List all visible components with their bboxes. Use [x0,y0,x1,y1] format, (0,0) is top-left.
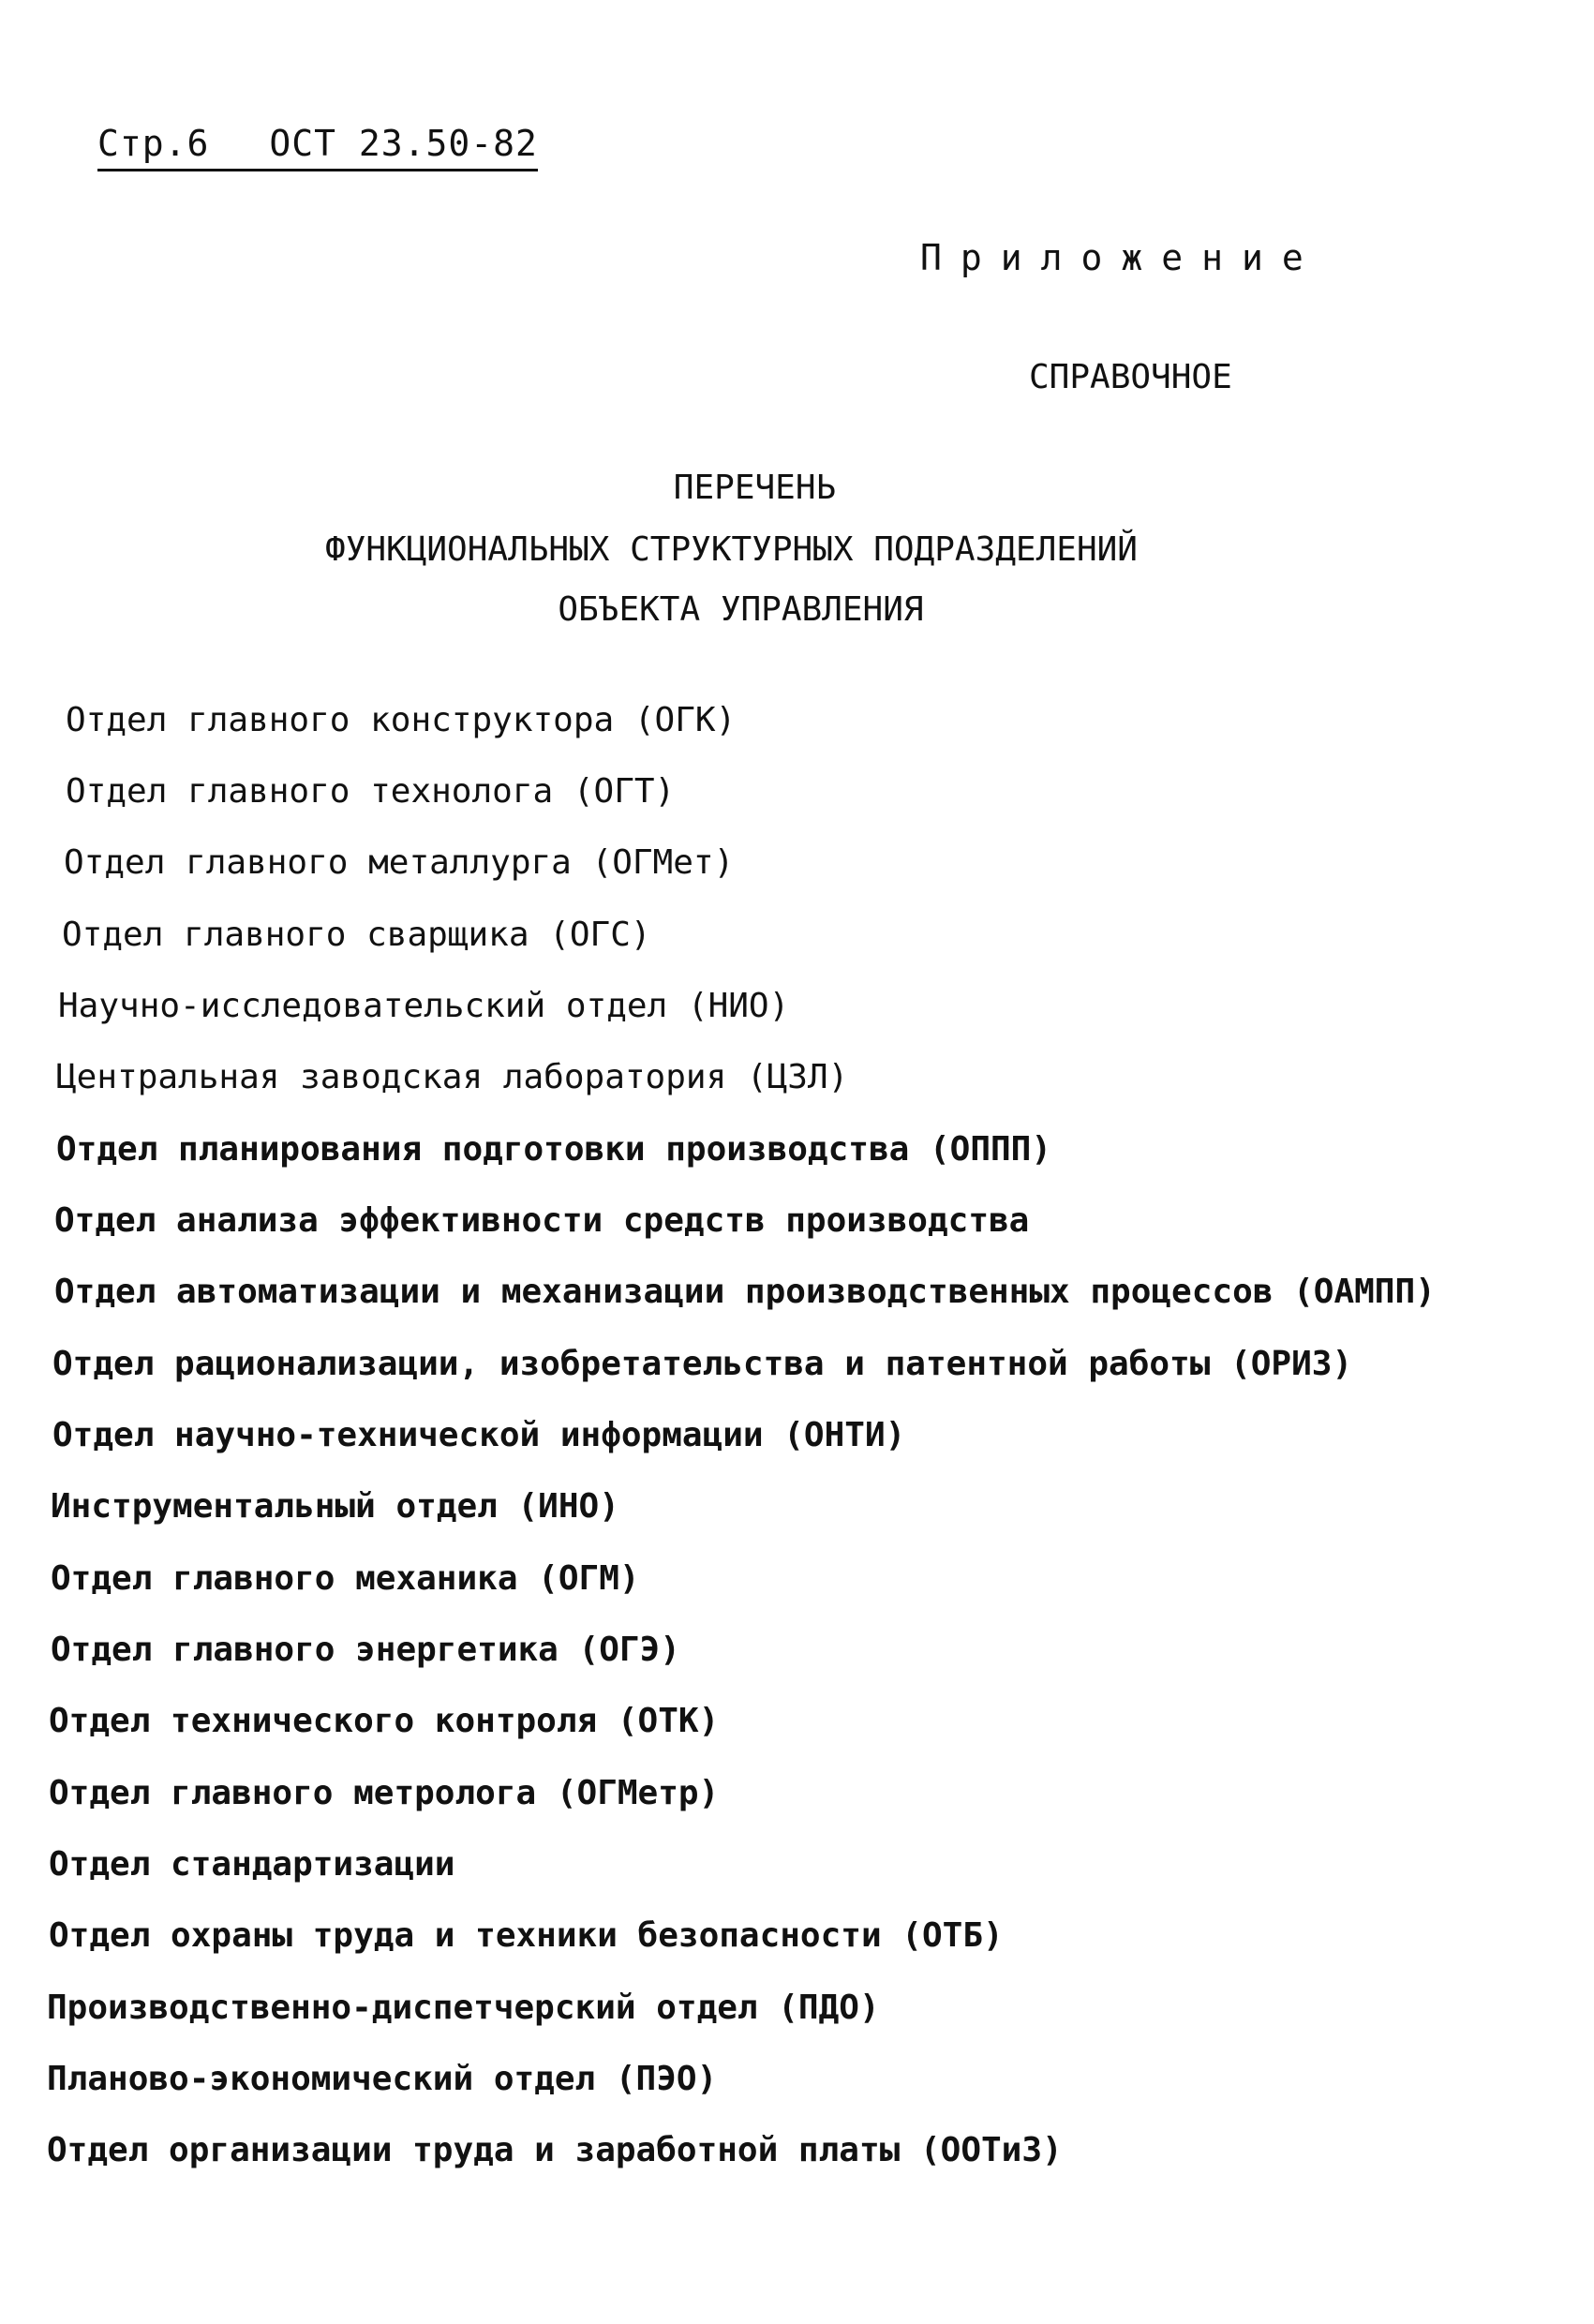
department-item: Планово-экономический отдел (ПЭО) [47,2060,718,2098]
department-item: Отдел стандартизации [49,1845,455,1884]
appendix-type: СПРАВОЧНОЕ [1029,358,1232,396]
department-item: Отдел автоматизации и механизации производственных процессов (ОАМПП) [54,1273,1436,1311]
department-item: Отдел анализа эффективности средств производства [54,1201,1030,1240]
page-number: Стр.6 [97,123,210,164]
department-item: Отдел главного сварщика (ОГС) [62,916,651,954]
department-item: Отдел главного метролога (ОГМетр) [49,1774,720,1812]
department-item: Отдел охраны труда и техники безопасности (ОТБ) [49,1916,1004,1955]
title-line-2: ФУНКЦИОНАЛЬНЫХ СТРУКТУРНЫХ ПОДРАЗДЕЛЕНИЙ [325,530,1138,569]
department-item: Центральная заводская лаборатория (ЦЗЛ) [56,1058,849,1096]
department-item: Отдел главного металлурга (ОГМет) [64,843,735,882]
department-item: Отдел главного энергетика (ОГЭ) [51,1631,680,1669]
page-header [97,120,538,171]
department-item: Отдел главного механика (ОГМ) [51,1559,640,1598]
department-item: Производственно-диспетчерский отдел (ПДО) [47,1989,880,2027]
appendix-label: Приложение [920,237,1322,278]
department-item: Отдел организации труда и заработной платы (ООТиЗ) [47,2131,1063,2169]
department-item: Отдел технического контроля (ОТК) [49,1702,720,1740]
department-item: Отдел главного технолога (ОГТ) [66,772,676,811]
department-item: Отдел научно-технической информации (ОНТИ) [52,1416,906,1454]
department-item: Отдел главного конструктора (ОГК) [66,701,737,739]
department-item: Научно-исследовательский отдел (НИО) [58,987,790,1025]
department-item: Инструментальный отдел (ИНО) [51,1487,619,1526]
standard-code: ОСТ 23.50-82 [269,123,538,164]
department-item: Отдел рационализации, изобретательства и патентной работы (ОРИЗ) [52,1345,1353,1383]
department-item: Отдел планирования подготовки производства (ОППП) [56,1130,1052,1169]
title-line-1: ПЕРЕЧЕНЬ [673,469,837,507]
document-title [0,467,1594,632]
title-line-3: ОБЪЕКТА УПРАВЛЕНИЯ [558,590,924,629]
